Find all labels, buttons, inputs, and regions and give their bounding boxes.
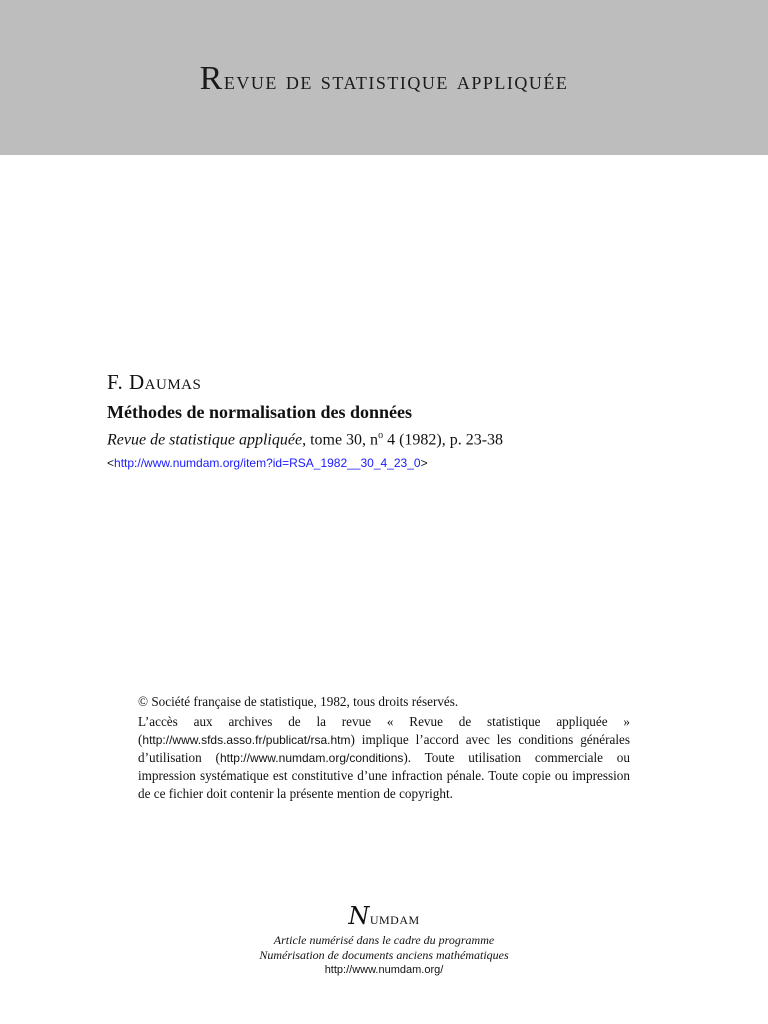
journal-title-rest: evue de statistique appliquée <box>223 66 569 95</box>
journal-title-initial: R <box>199 60 224 97</box>
header-banner <box>0 0 768 155</box>
url-open-bracket: < <box>107 456 115 471</box>
numdam-program-name: Numérisation de documents anciens mathématiques <box>259 948 509 962</box>
numdam-logo-initial: N <box>348 902 370 930</box>
citation-issue-sup: o <box>378 430 384 441</box>
citation-volume: , tome 30, n <box>302 431 379 449</box>
terms-link-conditions[interactable]: http://www.numdam.org/conditions <box>219 751 404 765</box>
terms-text-1: L’accès aux archives de la revue « Revue de statistique appliquée » ( <box>138 714 630 747</box>
terms-paragraph <box>138 713 630 803</box>
copyright-line: © Société française de statistique, 1982, tous droits réservés. <box>138 694 459 709</box>
terms-text-2: ) implique l’accord avec les conditions générales d’utilisation ( <box>138 732 630 765</box>
numdam-logo-rest: umdam <box>369 909 420 928</box>
terms-link-rsa[interactable]: http://www.sfds.asso.fr/publicat/rsa.htm <box>142 733 351 747</box>
numdam-url[interactable]: http://www.numdam.org/ <box>324 964 444 976</box>
terms-text-3: ). Toute utilisation commerciale ou impression systématique est constitutive d’une infraction pénale. Toute copie ou impression de ce fichier doit contenir la présente mention de copyright. <box>138 750 630 801</box>
url-close-bracket: > <box>420 456 428 471</box>
legal-notice <box>138 693 630 803</box>
numdam-program-line: Article numérisé dans le cadre du programme <box>273 933 495 947</box>
article-info <box>107 372 687 469</box>
author-name <box>107 372 687 393</box>
item-url-line <box>107 457 687 469</box>
article-citation <box>107 431 687 448</box>
numdam-footer <box>0 904 768 978</box>
numdam-logo <box>0 904 768 928</box>
item-link[interactable]: http://www.numdam.org/item?id=RSA_1982__30_4_23_0 <box>114 456 421 471</box>
article-title: Méthodes de normalisation des données <box>107 402 413 422</box>
author-rest: aumas <box>144 370 202 394</box>
journal-title <box>0 62 768 96</box>
citation-pages: 4 (1982), p. 23-38 <box>383 431 504 449</box>
author-initial: F. D <box>107 370 145 394</box>
citation-journal: Revue de statistique appliquée <box>107 431 303 449</box>
